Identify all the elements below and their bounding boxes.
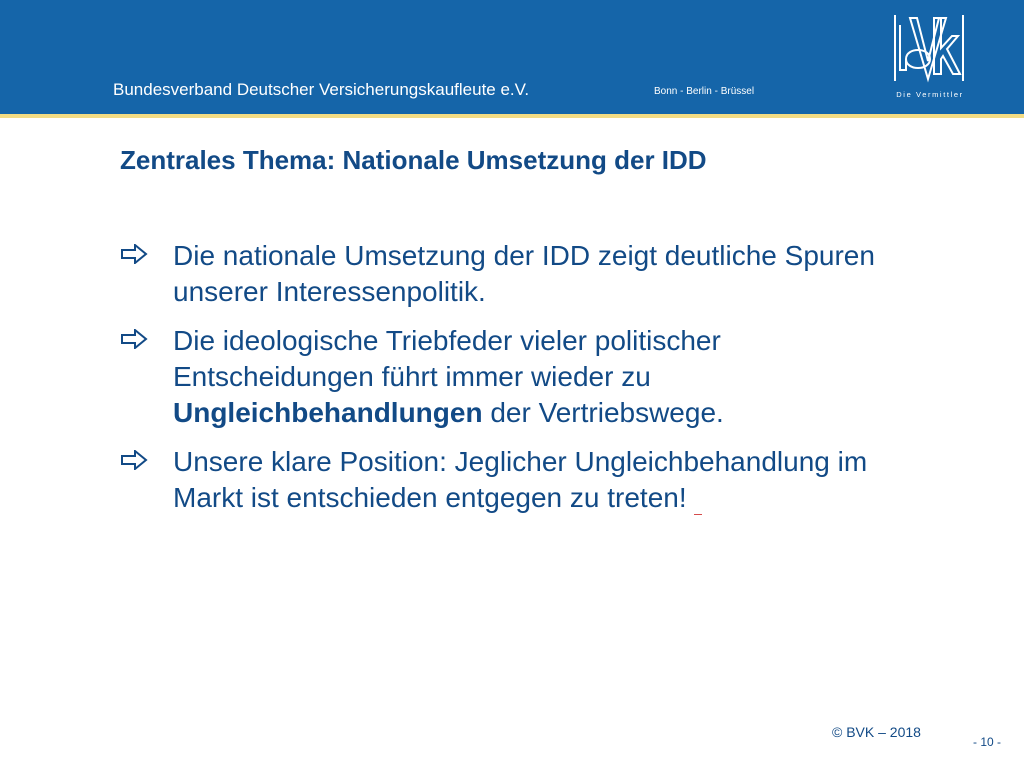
editing-mark: [694, 514, 702, 515]
office-locations: Bonn - Berlin - Brüssel: [654, 86, 755, 97]
logo-caption: Die Vermittler: [896, 90, 964, 99]
arrow-right-icon: [120, 323, 173, 359]
bullet-text-content: Unsere klare Position: Jeglicher Ungleichbehandlung im Markt ist entschieden entgegen zu treten!: [173, 446, 868, 513]
bullet-item: [120, 238, 920, 310]
bullet-item: [120, 444, 920, 516]
header-divider: [0, 114, 1024, 118]
bvk-logo: [886, 12, 974, 102]
slide-title: Zentrales Thema: Nationale Umsetzung der IDD: [120, 145, 707, 175]
header-bar: [0, 0, 1024, 114]
bvk-logo-mark: [886, 12, 974, 88]
bullet-emphasis: Ungleichbehandlungen: [173, 397, 483, 428]
bullet-text-after: der Vertriebswege.: [482, 397, 724, 428]
bullet-item: [120, 323, 920, 431]
bullet-text: [173, 444, 920, 516]
copyright-notice: © BVK – 2018: [832, 724, 921, 740]
page-number: - 10 -: [973, 735, 1002, 749]
organization-name: Bundesverband Deutscher Versicherungskaufleute e.V.: [113, 80, 530, 99]
arrow-right-icon: [120, 238, 173, 274]
bullet-text-before: Die ideologische Triebfeder vieler politischer Entscheidungen führt immer wieder zu: [173, 325, 721, 392]
bullet-text: [173, 323, 920, 431]
arrow-right-icon: [120, 444, 173, 480]
bullet-text: Die nationale Umsetzung der IDD zeigt deutliche Spuren unserer Interessenpolitik.: [173, 240, 875, 307]
bullet-list: [120, 238, 920, 529]
